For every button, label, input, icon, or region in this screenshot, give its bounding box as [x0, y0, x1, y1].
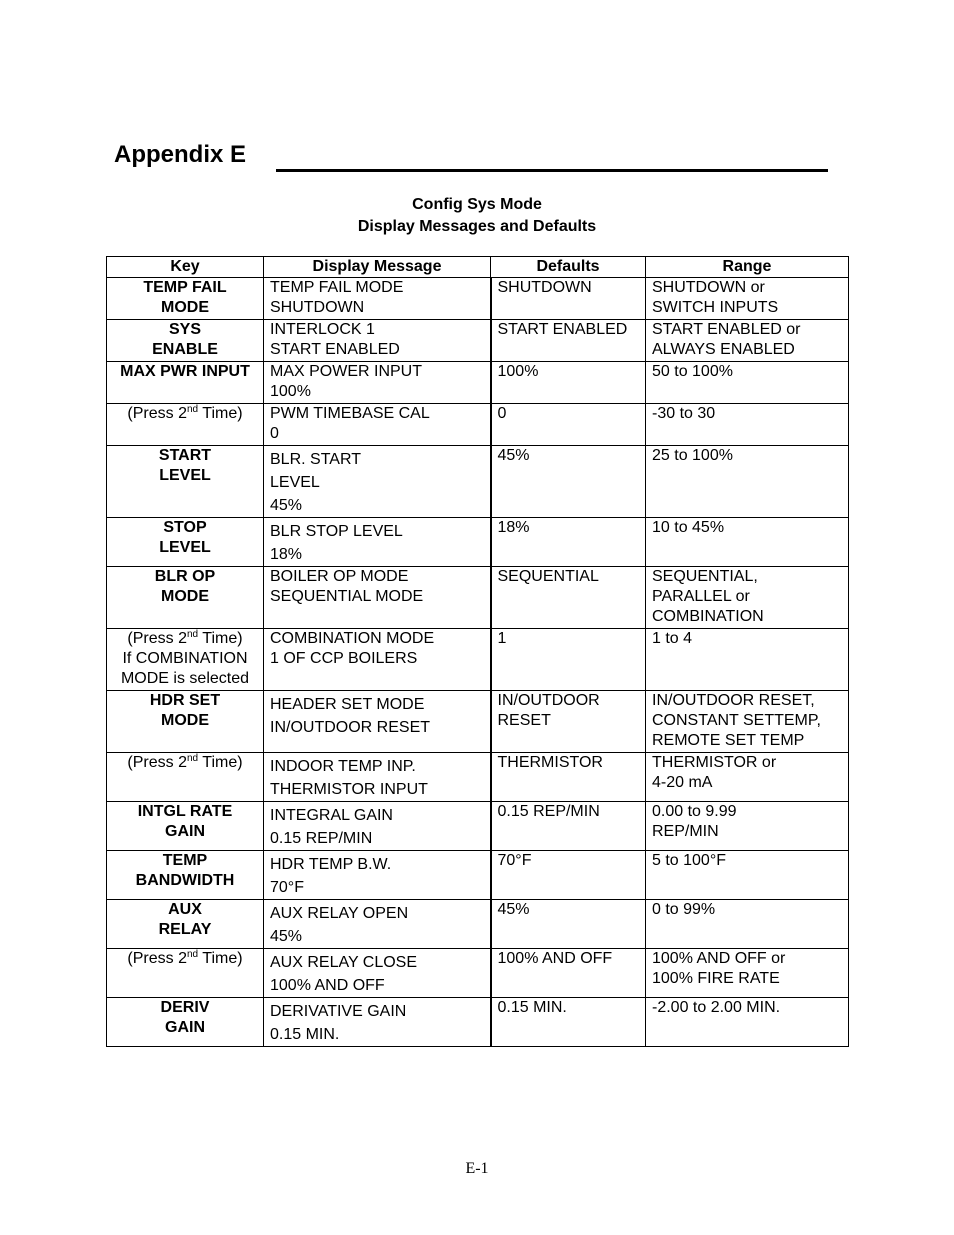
defaults-cell	[491, 998, 646, 1047]
display-message-line: 45%	[270, 928, 303, 945]
range-line: 100% FIRE RATE	[652, 970, 780, 987]
key-cell	[107, 900, 264, 949]
key-line: MAX PWR INPUT	[120, 363, 250, 380]
defaults-line: SHUTDOWN	[497, 279, 592, 296]
range-cell	[646, 998, 849, 1047]
display-message-line: START ENABLED	[270, 341, 400, 358]
range-line: START ENABLED or	[652, 321, 801, 338]
display-message-line: INDOOR TEMP INP.	[270, 758, 416, 775]
key-time-text: Time)	[198, 950, 243, 967]
table-row	[107, 518, 849, 567]
defaults-table	[106, 256, 849, 1047]
range-line: THERMISTOR or	[652, 754, 777, 771]
display-message-line: 100%	[270, 383, 311, 400]
key-line: RELAY	[158, 921, 212, 938]
display-message-cell	[264, 949, 491, 998]
range-line: -2.00 to 2.00 MIN.	[652, 999, 781, 1016]
defaults-line: 70°F	[497, 852, 532, 869]
display-message-line: COMBINATION MODE	[270, 630, 435, 647]
range-line: 25 to 100%	[652, 447, 733, 464]
range-line: CONSTANT SETTEMP,	[652, 712, 821, 729]
table-row	[107, 567, 849, 629]
key-line: BANDWIDTH	[135, 872, 235, 889]
range-line: 0 to 99%	[652, 901, 716, 918]
display-message-cell	[264, 404, 491, 446]
defaults-cell	[491, 404, 646, 446]
key-time-text: Time)	[198, 405, 243, 422]
range-line: SEQUENTIAL,	[652, 568, 758, 585]
display-message-cell	[264, 446, 491, 518]
defaults-cell	[491, 900, 646, 949]
defaults-cell	[491, 567, 646, 629]
display-message-line: BLR STOP LEVEL	[270, 523, 403, 540]
display-message-cell	[264, 691, 491, 753]
key-ordinal-suffix: nd	[187, 949, 199, 960]
display-message-line: AUX RELAY OPEN	[270, 905, 409, 922]
range-cell	[646, 518, 849, 567]
table-row	[107, 320, 849, 362]
range-cell	[646, 629, 849, 691]
subtitle-line-1: Config Sys Mode	[412, 196, 542, 213]
range-cell	[646, 567, 849, 629]
key-press-text: (Press 2	[127, 950, 187, 967]
display-message-line: TEMP FAIL MODE	[270, 279, 404, 296]
key-press-text: (Press 2	[127, 754, 187, 771]
range-cell	[646, 278, 849, 320]
defaults-line: SEQUENTIAL	[497, 568, 599, 585]
defaults-cell	[491, 446, 646, 518]
display-message-line: 0	[270, 425, 279, 442]
key-line: MODE is selected	[120, 670, 250, 687]
table-row	[107, 998, 849, 1047]
range-line: SWITCH INPUTS	[652, 299, 779, 316]
display-message-line: IN/OUTDOOR RESET	[270, 719, 431, 736]
defaults-cell	[491, 362, 646, 404]
defaults-line: START ENABLED	[497, 321, 628, 338]
key-press-note	[113, 404, 257, 424]
display-message-line: BOILER OP MODE	[270, 568, 409, 585]
defaults-line: RESET	[497, 712, 551, 729]
range-line: 10 to 45%	[652, 519, 725, 536]
defaults-line: 1	[497, 630, 507, 647]
key-press-note	[113, 753, 257, 773]
key-line: GAIN	[165, 823, 205, 840]
display-message-line: 70°F	[270, 879, 304, 896]
key-cell	[107, 567, 264, 629]
display-message-line: MAX POWER INPUT	[270, 363, 423, 380]
display-message-line: BLR. START	[270, 451, 361, 468]
key-cell	[107, 278, 264, 320]
range-line: IN/OUTDOOR RESET,	[652, 692, 815, 709]
table-row	[107, 278, 849, 320]
key-cell	[107, 851, 264, 900]
defaults-line: 0	[497, 405, 507, 422]
range-cell	[646, 446, 849, 518]
header-defaults: Defaults	[491, 257, 646, 278]
display-message-line: 0.15 REP/MIN	[270, 830, 373, 847]
display-message-line: LEVEL	[270, 474, 320, 491]
defaults-line: 18%	[497, 519, 530, 536]
key-time-text: Time)	[198, 630, 243, 647]
defaults-cell	[491, 278, 646, 320]
defaults-line: 100%	[497, 363, 539, 380]
display-message-line: HDR TEMP B.W.	[270, 856, 392, 873]
table-row	[107, 691, 849, 753]
range-cell	[646, 900, 849, 949]
key-cell	[107, 320, 264, 362]
display-message-line: PWM TIMEBASE CAL	[270, 405, 430, 422]
table-row	[107, 629, 849, 691]
key-cell	[107, 446, 264, 518]
display-message-line: SHUTDOWN	[270, 299, 365, 316]
table-header-row	[107, 257, 849, 278]
table-row	[107, 404, 849, 446]
key-cell	[107, 949, 264, 998]
page-title: Appendix E	[114, 141, 247, 168]
defaults-cell	[491, 949, 646, 998]
key-line: START	[158, 447, 212, 464]
range-line: 5 to 100°F	[652, 852, 726, 869]
key-line: AUX	[168, 901, 202, 918]
display-message-cell	[264, 753, 491, 802]
display-message-line: AUX RELAY CLOSE	[270, 954, 418, 971]
range-cell	[646, 802, 849, 851]
key-ordinal-suffix: nd	[187, 629, 199, 640]
display-message-cell	[264, 567, 491, 629]
key-line: LEVEL	[159, 539, 211, 556]
defaults-line: 45%	[497, 901, 530, 918]
key-line: DERIV	[160, 999, 210, 1016]
range-line: PARALLEL or	[652, 588, 750, 605]
defaults-line: 45%	[497, 447, 530, 464]
key-line: ENABLE	[152, 341, 218, 358]
display-message-line: DERIVATIVE GAIN	[270, 1003, 407, 1020]
key-line: HDR SET	[149, 692, 221, 709]
defaults-line: 100% AND OFF	[497, 950, 613, 967]
range-cell	[646, 949, 849, 998]
range-cell	[646, 851, 849, 900]
key-time-text: Time)	[198, 754, 243, 771]
table-body	[107, 278, 849, 1047]
defaults-line: THERMISTOR	[497, 754, 603, 771]
defaults-cell	[491, 802, 646, 851]
display-message-line: 1 OF CCP BOILERS	[270, 650, 418, 667]
key-line: BLR OP	[154, 568, 216, 585]
key-line: MODE	[161, 712, 209, 729]
key-cell	[107, 362, 264, 404]
key-cell	[107, 691, 264, 753]
defaults-line: IN/OUTDOOR	[497, 692, 600, 709]
defaults-line: 0.15 REP/MIN	[497, 803, 600, 820]
range-line: COMBINATION	[652, 608, 764, 625]
key-line: STOP	[163, 519, 207, 536]
display-message-line: THERMISTOR INPUT	[270, 781, 428, 798]
table-row	[107, 851, 849, 900]
table-row	[107, 753, 849, 802]
key-cell	[107, 753, 264, 802]
display-message-line: 18%	[270, 546, 303, 563]
display-message-line: 100% AND OFF	[270, 977, 385, 994]
range-line: REMOTE SET TEMP	[652, 732, 805, 749]
display-message-line: INTEGRAL GAIN	[270, 807, 393, 824]
display-message-line: 45%	[270, 497, 303, 514]
key-press-text: (Press 2	[127, 405, 187, 422]
key-ordinal-suffix: nd	[187, 404, 199, 415]
range-cell	[646, 320, 849, 362]
defaults-cell	[491, 518, 646, 567]
header-key: Key	[107, 257, 264, 278]
key-press-text: (Press 2	[127, 630, 187, 647]
key-ordinal-suffix: nd	[187, 753, 199, 764]
key-cell	[107, 518, 264, 567]
subtitle-line-2: Display Messages and Defaults	[357, 218, 597, 235]
defaults-cell	[491, 629, 646, 691]
key-cell	[107, 802, 264, 851]
defaults-cell	[491, 851, 646, 900]
display-message-cell	[264, 320, 491, 362]
display-message-line: INTERLOCK 1	[270, 321, 375, 338]
display-message-cell	[264, 518, 491, 567]
key-line: TEMP	[162, 852, 208, 869]
key-line: SYS	[168, 321, 201, 338]
key-line: INTGL RATE	[137, 803, 233, 820]
display-message-cell	[264, 900, 491, 949]
key-line: MODE	[161, 588, 209, 605]
display-message-line: SEQUENTIAL MODE	[270, 588, 424, 605]
range-line: ALWAYS ENABLED	[652, 341, 795, 358]
display-message-cell	[264, 629, 491, 691]
table-row	[107, 362, 849, 404]
table-row	[107, 900, 849, 949]
key-press-note	[113, 949, 257, 969]
range-cell	[646, 753, 849, 802]
range-line: REP/MIN	[652, 823, 719, 840]
defaults-cell	[491, 320, 646, 362]
display-message-cell	[264, 802, 491, 851]
table-row	[107, 802, 849, 851]
key-line: LEVEL	[159, 467, 211, 484]
key-cell	[107, 404, 264, 446]
display-message-line: HEADER SET MODE	[270, 696, 425, 713]
key-line: MODE	[161, 299, 209, 316]
defaults-cell	[491, 691, 646, 753]
defaults-line: 0.15 MIN.	[497, 999, 567, 1016]
range-cell	[646, 404, 849, 446]
range-line: 4-20 mA	[652, 774, 713, 791]
range-cell	[646, 362, 849, 404]
display-message-cell	[264, 362, 491, 404]
key-cell	[107, 998, 264, 1047]
header-range: Range	[646, 257, 849, 278]
table-row	[107, 446, 849, 518]
key-cell	[107, 629, 264, 691]
display-message-line: 0.15 MIN.	[270, 1026, 340, 1043]
header-display-message: Display Message	[264, 257, 491, 278]
range-line: 1 to 4	[652, 630, 693, 647]
title-rule	[276, 169, 828, 172]
range-line: SHUTDOWN or	[652, 279, 765, 296]
key-line: GAIN	[165, 1019, 205, 1036]
range-line: 50 to 100%	[652, 363, 733, 380]
range-line: 100% AND OFF or	[652, 950, 786, 967]
table-row	[107, 949, 849, 998]
key-press-note	[113, 629, 257, 649]
display-message-cell	[264, 278, 491, 320]
range-line: -30 to 30	[652, 405, 716, 422]
range-line: 0.00 to 9.99	[652, 803, 737, 820]
key-line: If COMBINATION	[122, 650, 248, 667]
display-message-cell	[264, 998, 491, 1047]
key-line: TEMP FAIL	[143, 279, 227, 296]
display-message-cell	[264, 851, 491, 900]
page-number: E-1	[465, 1160, 489, 1177]
defaults-cell	[491, 753, 646, 802]
range-cell	[646, 691, 849, 753]
